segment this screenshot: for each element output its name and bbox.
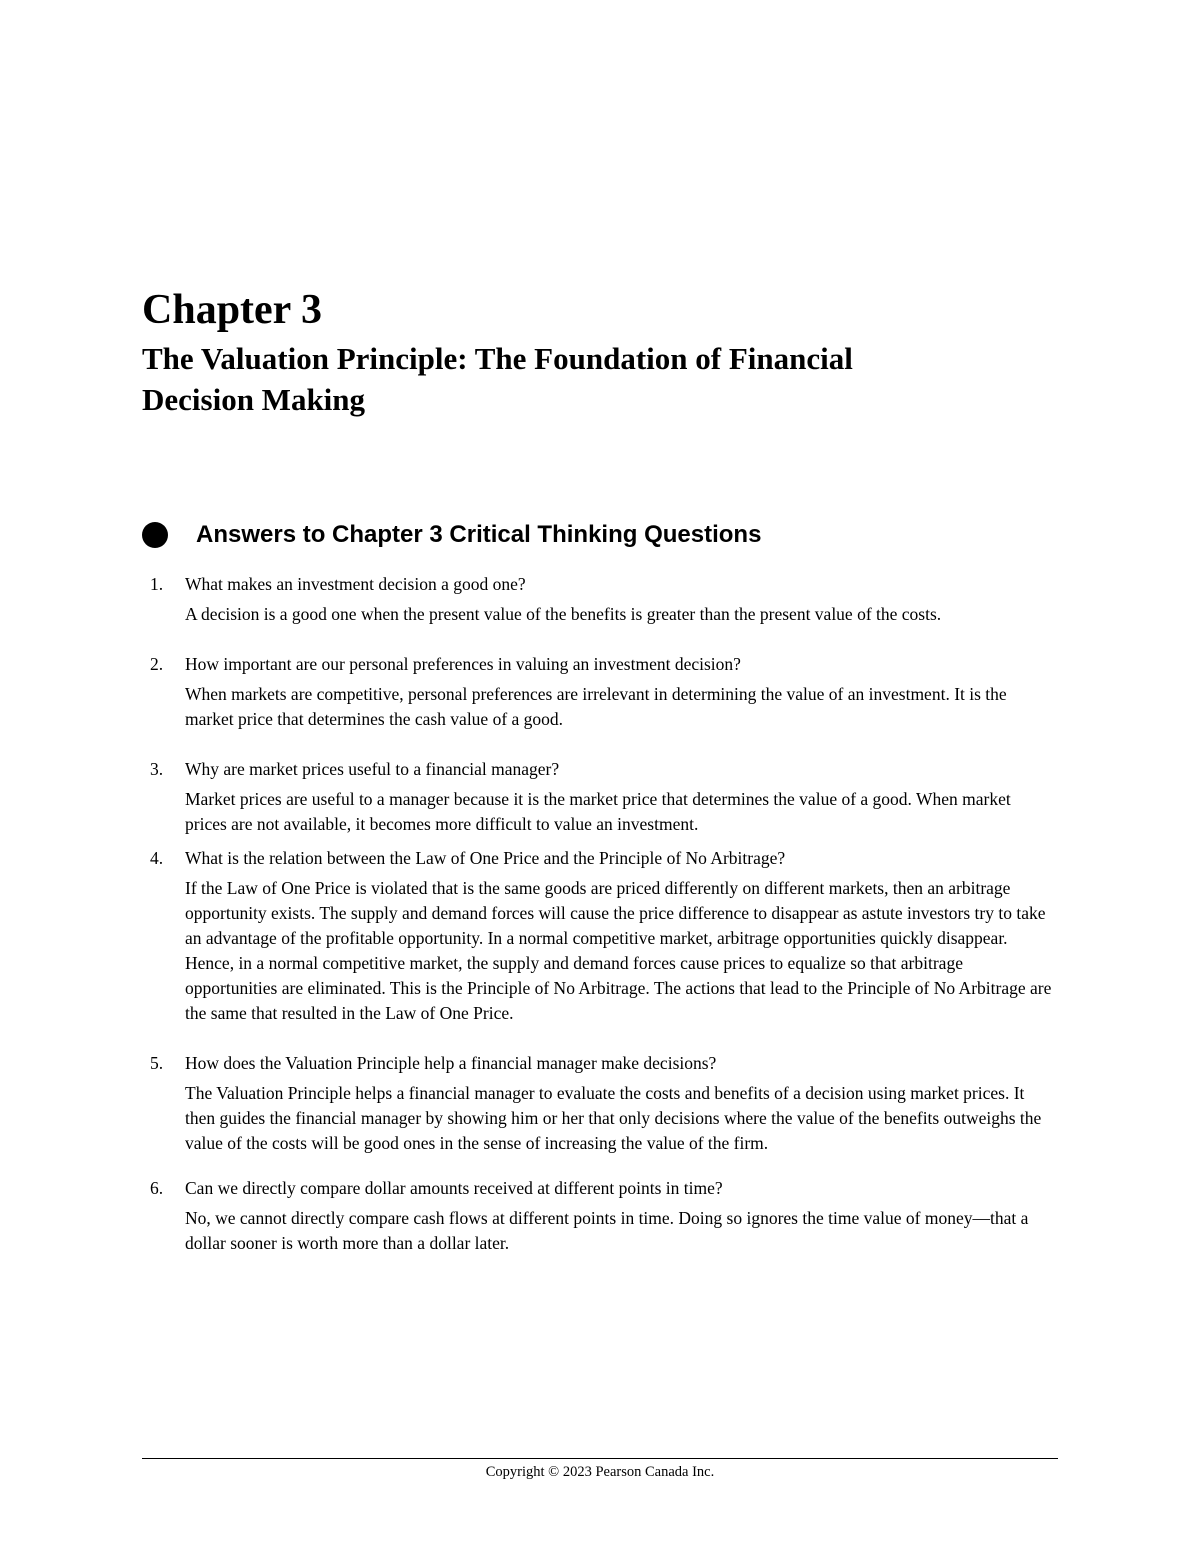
question-text: What is the relation between the Law of One Price and the Principle of No Arbitrage? xyxy=(185,848,786,868)
question-item xyxy=(150,572,1055,627)
chapter-subtitle-line-2: Decision Making xyxy=(142,382,366,417)
footer-divider xyxy=(142,1458,1058,1459)
answer-text: A decision is a good one when the present value of the benefits is greater than the present value of the costs. xyxy=(185,604,942,624)
question-number: 4. xyxy=(150,848,164,868)
chapter-header xyxy=(142,284,1062,420)
answer-text: If the Law of One Price is violated that is the same goods are priced differently on different markets, then an arbitrage opportunity exists. The supply and demand forces will cause the price difference to disappear as astute investors try to take an advantage of the profitable opportunity. In a normal competitive market, arbitrage opportunities quickly disappear. Hence, in a normal competitive market, the supply and demand forces cause prices to equalize so that arbitrage opportunities are eliminated. This is the Principle of No Arbitrage. The actions that lead to the Principle of No Arbitrage are the same that resulted in the Law of One Price. xyxy=(185,878,1052,1023)
section-heading-text: Answers to Chapter 3 Critical Thinking Questions xyxy=(196,521,762,548)
answer-text: The Valuation Principle helps a financial manager to evaluate the costs and benefits of a decision using market prices. It then guides the financial manager by showing him or her that only decisions where the value of the benefits outweighs the value of the costs will be good ones in the sense of increasing the value of the firm. xyxy=(185,1083,1042,1153)
chapter-title: Chapter 3 xyxy=(142,287,323,333)
section-heading xyxy=(142,518,761,552)
question-item xyxy=(150,1176,1055,1256)
question-number: 5. xyxy=(150,1053,164,1073)
question-text: Can we directly compare dollar amounts received at different points in time? xyxy=(185,1178,723,1198)
question-item xyxy=(150,846,1055,1026)
filled-circle-bullet-icon xyxy=(142,522,168,548)
answer-text: No, we cannot directly compare cash flows at different points in time. Doing so ignores the time value of money—that a dollar sooner is worth more than a dollar later. xyxy=(185,1208,1029,1253)
question-number: 3. xyxy=(150,759,164,779)
question-text: How does the Valuation Principle help a financial manager make decisions? xyxy=(185,1053,717,1073)
question-item xyxy=(150,652,1055,732)
question-text: How important are our personal preferences in valuing an investment decision? xyxy=(185,654,741,674)
question-answer-list xyxy=(150,572,1055,1256)
question-item xyxy=(150,757,1055,837)
question-text: Why are market prices useful to a financial manager? xyxy=(185,759,560,779)
question-item xyxy=(150,1051,1055,1156)
question-number: 6. xyxy=(150,1178,164,1198)
chapter-subtitle xyxy=(142,338,1062,420)
footer-copyright: Copyright © 2023 Pearson Canada Inc. xyxy=(485,1464,715,1480)
question-number: 2. xyxy=(150,654,164,674)
question-text: What makes an investment decision a good one? xyxy=(185,574,526,594)
answer-text: When markets are competitive, personal preferences are irrelevant in determining the value of an investment. It is the market price that determines the cash value of a good. xyxy=(185,684,1007,729)
answer-text: Market prices are useful to a manager because it is the market price that determines the value of a good. When market prices are not available, it becomes more difficult to value an investment. xyxy=(185,789,1011,834)
question-number: 1. xyxy=(150,574,164,594)
chapter-subtitle-line-1: The Valuation Principle: The Foundation of Financial xyxy=(142,341,853,376)
